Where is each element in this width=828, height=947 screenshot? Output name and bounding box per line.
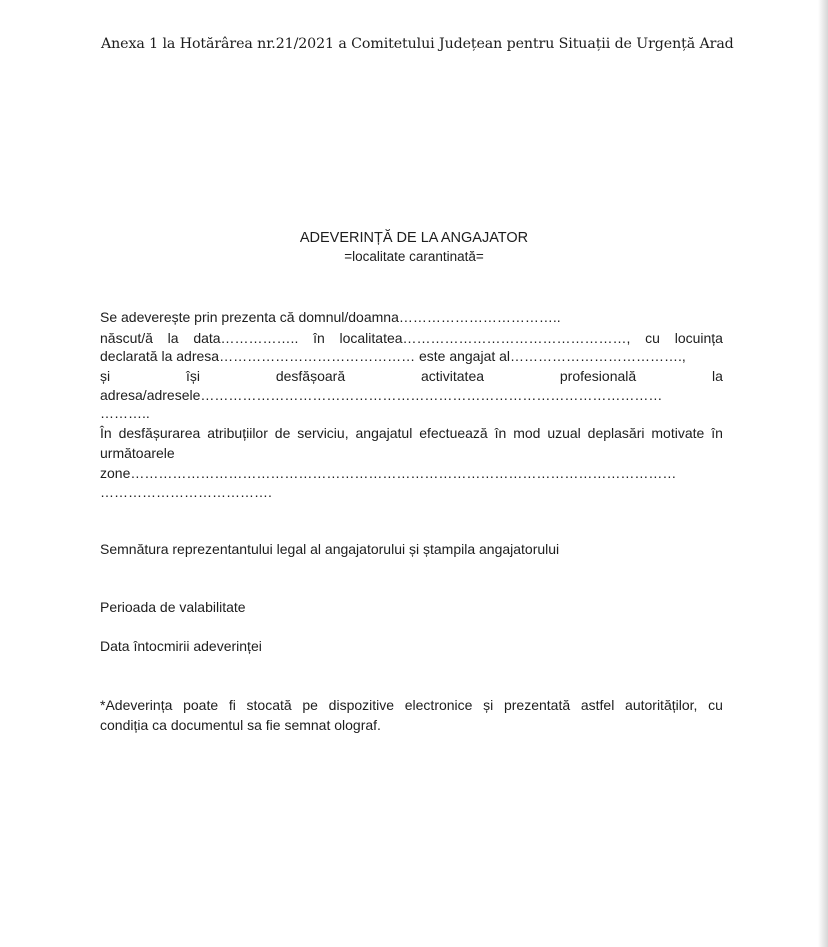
body-word: desfășurarea — [118, 425, 201, 441]
body-word: serviciu, — [297, 425, 349, 441]
document-header: Anexa 1 la Hotărârea nr.21/2021 a Comitetului Județean pentru Situații de Urgență Arad — [101, 36, 734, 52]
body-word: data…………….. — [193, 330, 299, 346]
body-line-7 — [100, 425, 723, 441]
body-word: activitatea — [420, 368, 485, 384]
body-word: profesională — [559, 368, 637, 384]
body-word: localitatea…………………………………………, — [339, 330, 631, 346]
body-line-9: zone……………………………………………………………………………………………………… — [100, 465, 677, 481]
body-word: își — [185, 368, 200, 384]
document-title: ADEVERINȚĂ DE LA ANGAJATOR — [299, 230, 529, 246]
body-line-4 — [100, 368, 723, 384]
note-line-2: condiția ca documentul sa fie semnat olograf. — [100, 717, 381, 733]
signature-label: Semnătura reprezentantului legal al angajatorului și ștampila angajatorului — [100, 541, 560, 557]
validity-label: Perioada de valabilitate — [100, 599, 246, 615]
body-word: atribuțiilor — [207, 425, 268, 441]
body-word: angajatul — [355, 425, 413, 441]
body-line-6: ……….. — [100, 405, 150, 421]
body-word: desfășoară — [275, 368, 346, 384]
body-word: efectuează — [419, 425, 488, 441]
body-word: la — [167, 330, 179, 346]
body-word: mod — [513, 425, 541, 441]
note-word: autorităților, — [625, 697, 698, 713]
body-line-10: ………………………………. — [100, 484, 272, 500]
note-word: *Adeverința — [100, 697, 173, 713]
body-word: uzual — [547, 425, 581, 441]
body-word: deplasări — [587, 425, 645, 441]
note-word: electronice — [404, 697, 473, 713]
issue-date-label: Data întocmirii adeverinței — [100, 638, 262, 654]
body-word: locuința — [674, 330, 723, 346]
body-word: la — [712, 368, 723, 384]
note-word: fi — [228, 697, 236, 713]
body-line-3: declarată la adresa…………………………………… este angajat al………………………………., — [100, 348, 686, 364]
body-word: în — [494, 425, 507, 441]
body-word: în — [313, 330, 325, 346]
note-word: cu — [708, 697, 723, 713]
body-word: de — [274, 425, 291, 441]
note-line-1 — [100, 697, 723, 713]
note-word: și — [483, 697, 494, 713]
body-line-2 — [100, 330, 723, 346]
body-word: cu — [645, 330, 660, 346]
page-edge-shadow — [818, 0, 828, 947]
body-word: născut/ă — [100, 330, 153, 346]
note-word: dispozitive — [328, 697, 395, 713]
document-subtitle: =localitate carantinată= — [344, 249, 484, 264]
note-word: astfel — [580, 697, 615, 713]
body-line-1: Se adeverește prin prezenta că domnul/doamna…………………………….. — [100, 309, 561, 325]
body-line-8: următoarele — [100, 445, 175, 461]
note-word: prezentată — [503, 697, 571, 713]
note-word: poate — [183, 697, 219, 713]
body-word: motivate — [651, 425, 705, 441]
note-word: stocată — [246, 697, 292, 713]
body-word: și — [100, 368, 111, 384]
body-line-5: adresa/adresele……………………………………………………………………………………… — [100, 387, 663, 403]
body-word: În — [100, 425, 112, 441]
note-word: pe — [302, 697, 318, 713]
body-word: în — [711, 425, 723, 441]
